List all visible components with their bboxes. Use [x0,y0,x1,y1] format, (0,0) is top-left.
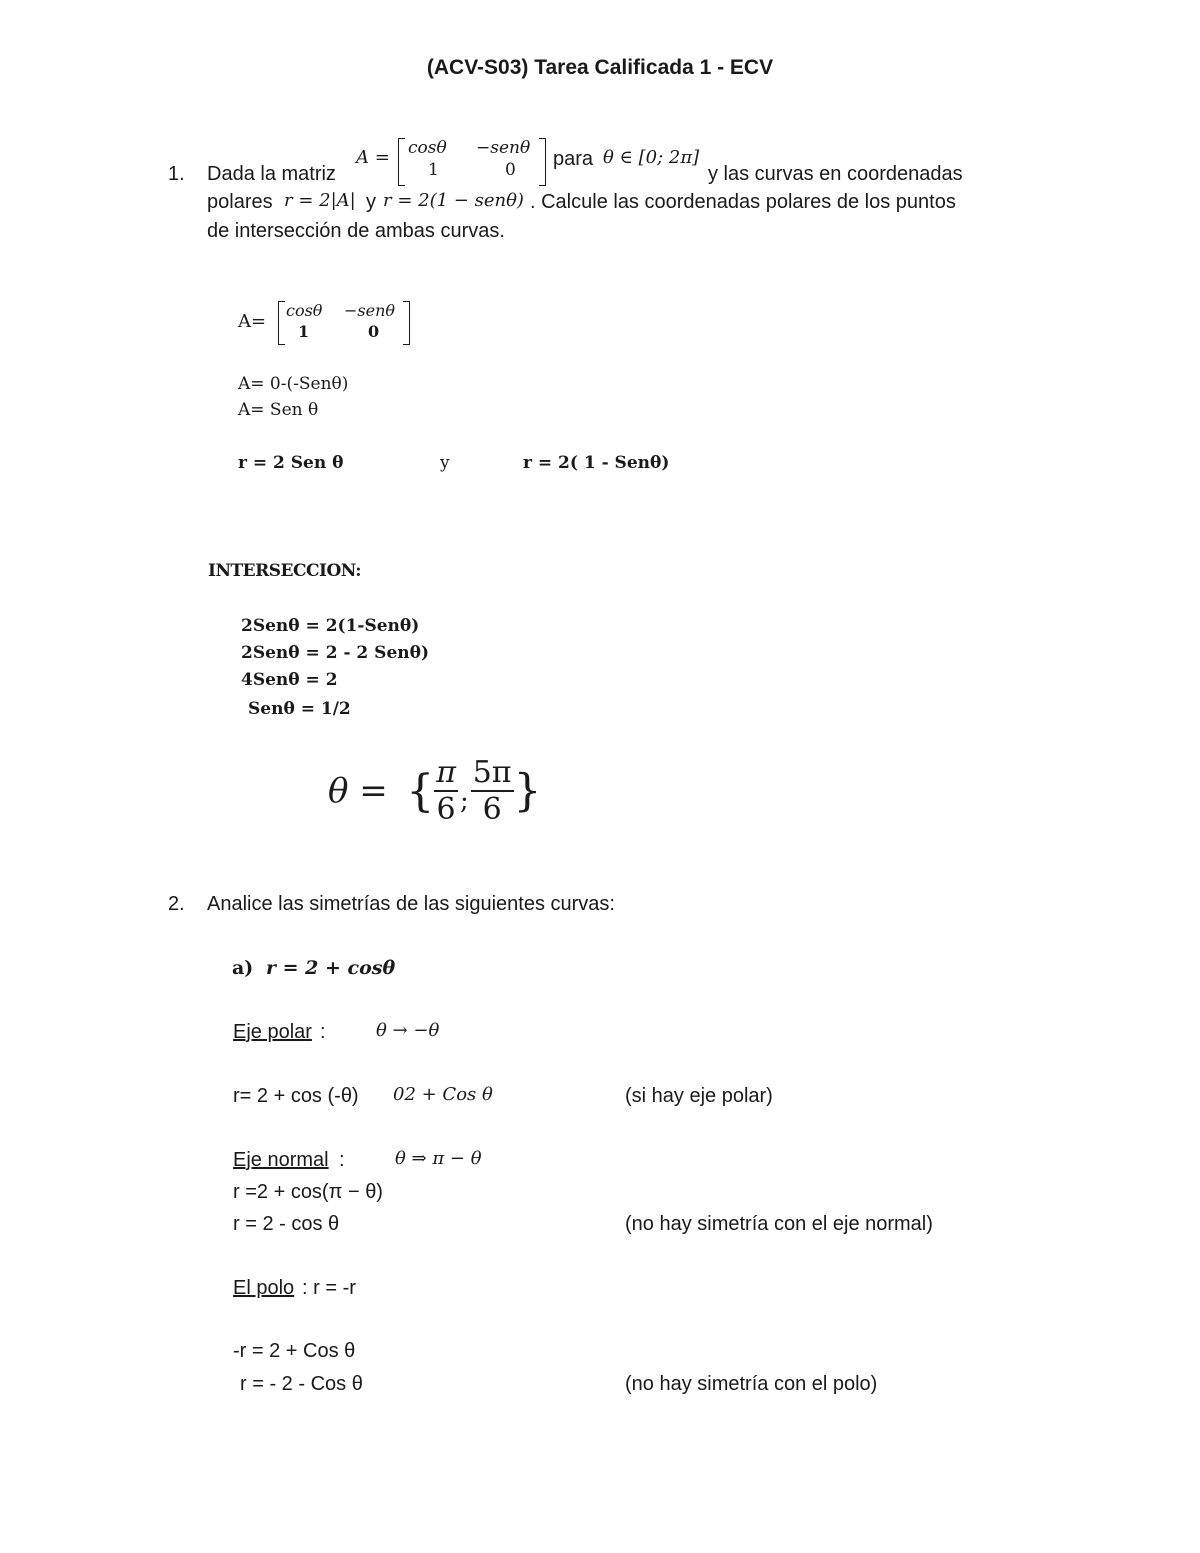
polar-step: r= 2 + cos (-θ) [233,1085,359,1107]
theta-solution [328,755,542,835]
normal-axis-colon: : [339,1149,345,1171]
matrix-cell: cosθ [408,138,447,158]
close-brace: } [513,765,542,817]
equation-line: 4Senθ = 2 [241,670,338,690]
normal-axis-label: Eje normal [233,1149,329,1171]
matrix-cell: 0 [368,322,380,341]
question-matrix [398,138,546,184]
fraction-denominator: 6 [436,792,456,827]
domain-expression: θ ∈ [0; 2π] [603,147,700,168]
pole-label: El polo [233,1277,295,1299]
question-1-text: y las curvas en coordenadas [708,163,963,185]
matrix-lhs: A = [356,147,390,168]
solution-step: A= 0-(-Senθ) [238,374,349,394]
question-1-number: 1. [168,163,185,185]
question-2-number: 2. [168,893,185,915]
polar-result: (si hay eje polar) [625,1085,773,1107]
curve-1-expression: r = 2|A| [284,190,356,211]
question-1-text: y [366,191,376,213]
matrix-cell: −senθ [344,301,396,320]
solution-matrix [278,301,410,343]
question-1-text: Dada la matriz [207,163,336,185]
normal-axis-map: θ ⇒ π − θ [395,1148,482,1169]
polar-axis-label: Eje polar [233,1021,312,1043]
polar-step: 02 + Cos θ [393,1084,493,1105]
question-1-text: de intersección de ambas curvas. [207,220,505,242]
intersection-heading: INTERSECCION: [208,561,361,581]
part-a-equation: r = 2 + cosθ [266,957,396,979]
question-2-text: Analice las simetrías de las siguientes curvas: [207,893,615,915]
equation-line: 2Senθ = 2(1-Senθ) [241,616,420,636]
curve-r1: r = 2 Sen θ [238,453,344,473]
curve-2-expression: r = 2(1 − senθ) [383,190,524,211]
open-brace: { [406,765,435,817]
matrix-cell: 0 [505,160,516,180]
equation-line: Senθ = 1/2 [248,699,351,719]
pole-step: r = - 2 - Cos θ [240,1373,363,1395]
equation-line: 2Senθ = 2 - 2 Senθ) [241,643,430,663]
polar-axis-map: θ → −θ [376,1020,440,1041]
normal-result: (no hay simetría con el eje normal) [625,1213,933,1235]
fraction-numerator: π [436,755,456,790]
matrix-cell: 1 [298,322,310,341]
part-a-label: a) [232,957,254,979]
question-1-text: para [553,148,594,170]
fraction-5pi-6 [471,755,514,827]
pole-result: (no hay simetría con el polo) [625,1373,878,1395]
normal-step: r = 2 - cos θ [233,1213,340,1235]
separator: ; [459,786,469,816]
curve-r2: r = 2( 1 - Senθ) [523,453,670,473]
question-1-text: . Calcule las coordenadas polares de los puntos [530,191,956,213]
fraction-pi-6 [434,755,458,827]
pole-rule: : r = -r [302,1277,356,1299]
fraction-denominator: 6 [482,792,502,827]
matrix-cell: −senθ [476,138,531,158]
page-title: (ACV-S03) Tarea Calificada 1 - ECV [426,56,774,79]
solution-matrix-label: A= [238,311,267,332]
matrix-cell: cosθ [286,301,323,320]
pole-step: -r = 2 + Cos θ [233,1340,356,1362]
theta-lhs: θ = [328,771,388,811]
matrix-cell: 1 [428,160,439,180]
normal-step: r =2 + cos(π − θ) [233,1181,383,1203]
solution-step: A= Sen θ [238,400,319,420]
connector-y: y [440,453,450,473]
question-1-text: polares [207,191,273,213]
fraction-numerator: 5π [472,755,512,790]
polar-axis-colon: : [320,1021,326,1043]
